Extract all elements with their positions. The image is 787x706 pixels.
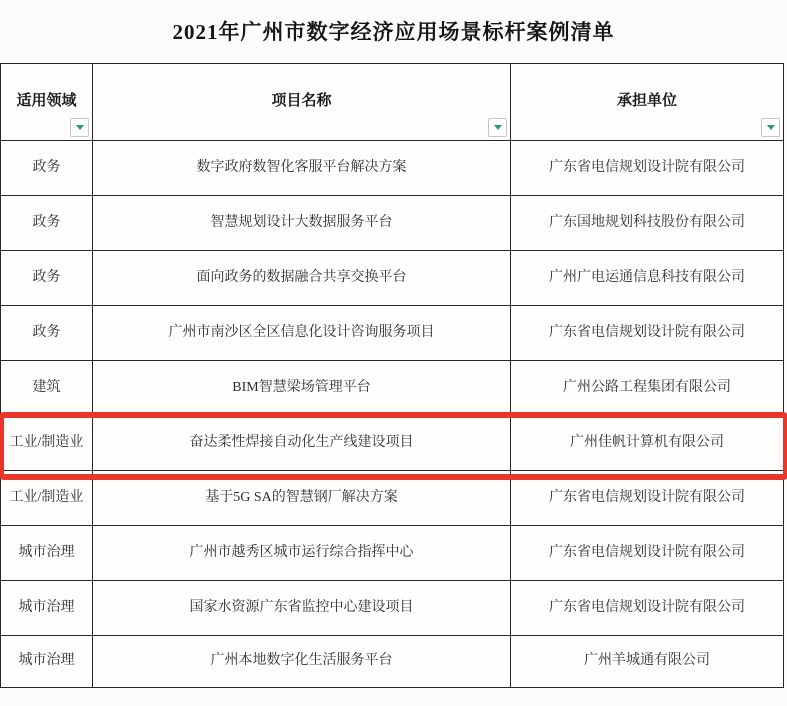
cell-project: BIM智慧梁场管理平台	[93, 361, 511, 416]
filter-button-company[interactable]	[761, 118, 780, 137]
column-header-field-label: 适用领域	[16, 93, 77, 110]
cell-field: 政务	[1, 306, 93, 361]
cell-field: 政务	[1, 141, 93, 196]
cell-project: 面向政务的数据融合共享交换平台	[93, 251, 511, 306]
table-row	[1, 361, 784, 416]
table-row	[1, 251, 784, 306]
cell-company: 广州广电运通信息科技有限公司	[511, 251, 784, 306]
cell-field: 城市治理	[1, 526, 93, 581]
cell-company: 广东省电信规划设计院有限公司	[511, 306, 784, 361]
cell-company: 广东省电信规划设计院有限公司	[511, 581, 784, 636]
table-row	[1, 636, 784, 688]
cell-field: 城市治理	[1, 636, 93, 688]
table-row	[1, 581, 784, 636]
table-body	[1, 141, 784, 688]
cell-field: 建筑	[1, 361, 93, 416]
column-header-company-label: 承担单位	[616, 93, 677, 110]
cell-company: 广东省电信规划设计院有限公司	[511, 141, 784, 196]
cell-project: 广州市越秀区城市运行综合指挥中心	[93, 526, 511, 581]
cell-project: 基于5G SA的智慧钢厂解决方案	[93, 471, 511, 526]
column-header-field	[1, 64, 93, 141]
cell-project: 智慧规划设计大数据服务平台	[93, 196, 511, 251]
filter-dropdown-icon	[767, 125, 775, 130]
page-title: 2021年广州市数字经济应用场景标杆案例清单	[172, 20, 615, 44]
cell-company: 广东省电信规划设计院有限公司	[511, 526, 784, 581]
column-header-company	[511, 64, 784, 141]
cell-company: 广东国地规划科技股份有限公司	[511, 196, 784, 251]
cell-company: 广东省电信规划设计院有限公司	[511, 471, 784, 526]
table-row	[1, 416, 784, 471]
cell-field: 城市治理	[1, 581, 93, 636]
table-row	[1, 196, 784, 251]
cell-field: 政务	[1, 196, 93, 251]
table-row	[1, 526, 784, 581]
benchmark-case-table	[0, 63, 784, 688]
column-header-project	[93, 64, 511, 141]
cell-project: 数字政府数智化客服平台解决方案	[93, 141, 511, 196]
column-header-project-label: 项目名称	[271, 93, 332, 110]
cell-project: 国家水资源广东省监控中心建设项目	[93, 581, 511, 636]
filter-button-project[interactable]	[488, 118, 507, 137]
filter-dropdown-icon	[76, 125, 84, 130]
filter-button-field[interactable]	[70, 118, 89, 137]
filter-dropdown-icon	[494, 125, 502, 130]
table-header-row	[1, 64, 784, 141]
table-row	[1, 471, 784, 526]
cell-company: 广州佳帆计算机有限公司	[511, 416, 784, 471]
cell-project: 奋达柔性焊接自动化生产线建设项目	[93, 416, 511, 471]
cell-company: 广州羊城通有限公司	[511, 636, 784, 688]
cell-project: 广州市南沙区全区信息化设计咨询服务项目	[93, 306, 511, 361]
cell-project: 广州本地数字化生活服务平台	[93, 636, 511, 688]
cell-company: 广州公路工程集团有限公司	[511, 361, 784, 416]
cell-field: 工业/制造业	[1, 471, 93, 526]
table-row	[1, 141, 784, 196]
cell-field: 工业/制造业	[1, 416, 93, 471]
table-row	[1, 306, 784, 361]
cell-field: 政务	[1, 251, 93, 306]
